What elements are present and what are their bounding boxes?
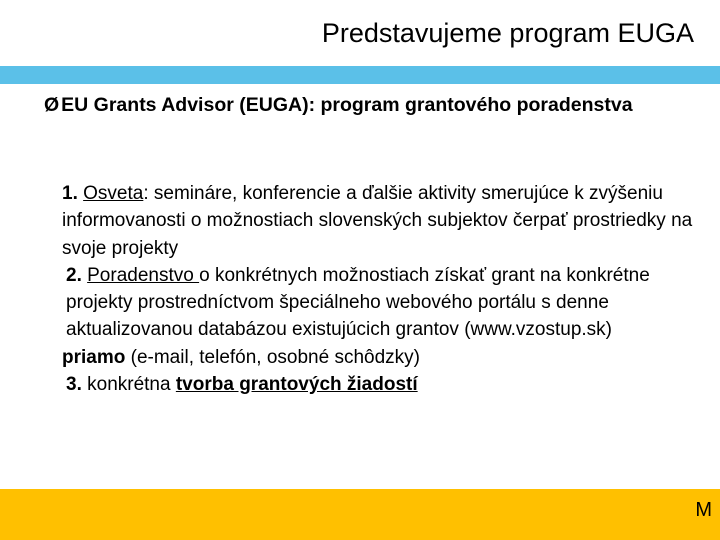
item-text: o konkrétnych možnostiach získať grant na konkrétne projekty prostredníctvom špeciálneho webového portálu s denne aktualizovanou databázou existujúcich grantov (www.vzostup.sk) <box>66 264 650 341</box>
item-text: : semináre, konferencie a ďalšie aktivity smerujúce k zvýšeniu informovanosti o možnostiach slovenských subjektov čerpať prostriedky na svoje projekty <box>62 183 693 259</box>
item-keyword: Osveta <box>83 183 144 204</box>
heading-text: EU Grants Advisor (EUGA): program grantového poradenstva <box>61 94 633 116</box>
item-number: 3. <box>66 374 88 396</box>
footer-bar <box>0 489 720 540</box>
item-osveta <box>62 180 702 262</box>
item-tvorba <box>62 371 702 398</box>
accent-bar-top <box>0 66 720 84</box>
item-poradenstvo <box>62 262 702 344</box>
item-text: (e-mail, telefón, osobné schôdzky) <box>125 346 420 368</box>
item-number: 2. <box>66 264 88 286</box>
item-keyword: priamo <box>62 346 126 368</box>
body-content <box>62 180 702 398</box>
slide-heading <box>44 92 664 119</box>
item-priamo <box>62 344 702 371</box>
item-keyword: Poradenstvo <box>87 264 200 286</box>
footer-mark: M <box>695 499 712 521</box>
item-number: 1. <box>62 183 84 204</box>
item-text: konkrétna <box>87 374 176 396</box>
slide-title: Predstavujeme program EUGA <box>321 18 694 48</box>
arrow-bullet-icon: Ø <box>44 94 60 116</box>
item-keyword: tvorba grantových žiadostí <box>175 374 418 396</box>
